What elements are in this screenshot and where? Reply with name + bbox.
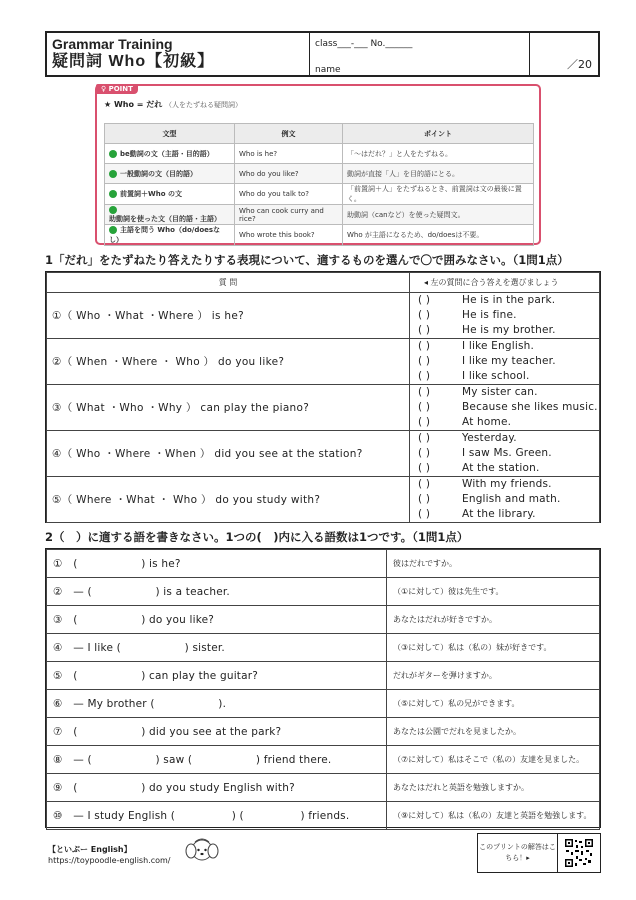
answer-text: He is fine. (462, 309, 517, 321)
fill-in-row (47, 634, 600, 662)
answer-text: I like English. (462, 340, 535, 352)
answer-link-text[interactable]: このプリントの解答はこちら！▸ (478, 834, 558, 872)
answer-text: My sister can. (462, 386, 538, 398)
column-header: 文型 (105, 124, 235, 144)
point-cell: 「前置詞＋人」をたずねるとき、前置詞は文の最後に置く。 (343, 184, 534, 205)
section1-table (45, 271, 601, 523)
japanese-translation: （⑤に対して）私の兄ができます。 (387, 690, 600, 718)
point-heading-sub: （人をたずねる疑問詞） (165, 101, 243, 109)
answer-option[interactable] (418, 400, 599, 415)
answer-paren: ( ) (418, 416, 431, 428)
point-heading-text: ★ Who = だれ (104, 100, 163, 109)
title-block (47, 33, 310, 75)
pattern-cell (105, 144, 235, 164)
answer-option[interactable] (418, 431, 599, 446)
fill-in-sentence[interactable]: ⑧ — ( ) saw ( ) friend there. (47, 746, 387, 774)
answer-column-header: ◂ 左の質問に合う答えを選びましょう (410, 273, 600, 293)
answer-link-box[interactable] (477, 833, 601, 873)
answer-option[interactable] (418, 477, 599, 492)
question-text[interactable]: ④（ Who ・Where ・When ） did you see at the station? (47, 431, 410, 477)
point-tag (96, 84, 138, 94)
answer-text: He is in the park. (462, 294, 556, 306)
answer-text: With my friends. (462, 478, 552, 490)
point-cell: 助動詞（canなど）を使った疑問文。 (343, 205, 534, 225)
answer-option[interactable] (418, 308, 599, 323)
question-row (47, 293, 600, 339)
header (45, 31, 600, 77)
class-number-label: class___-___ No.______ (315, 39, 413, 49)
answer-text: At home. (462, 416, 512, 428)
example-cell: Who do you talk to? (235, 184, 343, 205)
answer-option[interactable] (418, 354, 599, 369)
point-cell: 「〜はだれ？」と人をたずねる。 (343, 144, 534, 164)
answer-paren: ( ) (418, 294, 431, 306)
pattern-text: 一般動詞の文（目的語） (120, 169, 197, 178)
answer-text: At the library. (462, 508, 536, 520)
pattern-text: 主語を問う Who（do/doesなし） (109, 226, 221, 244)
answer-paren: ( ) (418, 386, 431, 398)
answer-paren: ( ) (418, 355, 431, 367)
fill-in-sentence[interactable]: ② — ( ) is a teacher. (47, 578, 387, 606)
answer-option[interactable] (418, 339, 599, 354)
fill-in-sentence[interactable]: ⑤ ( ) can play the guitar? (47, 662, 387, 690)
japanese-translation: （①に対して）彼は先生です。 (387, 578, 600, 606)
fill-in-sentence[interactable]: ③ ( ) do you like? (47, 606, 387, 634)
japanese-translation: 彼はだれですか。 (387, 550, 600, 578)
point-cell: 動詞が直接「人」を目的語にとる。 (343, 164, 534, 184)
japanese-translation: あなたはだれが好きですか。 (387, 606, 600, 634)
table-row (105, 205, 534, 225)
section2-table (45, 548, 601, 828)
answer-option[interactable] (418, 293, 599, 308)
answer-paren: ( ) (418, 478, 431, 490)
title-japanese: 疑問詞 Who【初級】 (52, 53, 215, 70)
green-dot-icon (109, 150, 117, 158)
answer-option[interactable] (418, 369, 599, 384)
green-dot-icon (109, 206, 117, 214)
question-column-header: 質 問 (47, 273, 410, 293)
answer-paren: ( ) (418, 309, 431, 321)
table-row (105, 164, 534, 184)
fill-in-row (47, 606, 600, 634)
answer-choices (410, 339, 600, 385)
score-box (530, 33, 598, 75)
question-row (47, 339, 600, 385)
fill-in-row (47, 718, 600, 746)
column-header: 例文 (235, 124, 343, 144)
japanese-translation: （⑦に対して）私はそこで（私の）友達を見ました。 (387, 746, 600, 774)
answer-paren: ( ) (418, 462, 431, 474)
answer-option[interactable] (418, 446, 599, 461)
pattern-text: 前置詞＋Who の文 (120, 190, 182, 198)
column-header: ポイント (343, 124, 534, 144)
answer-paren: ( ) (418, 324, 431, 336)
answer-text: I like school. (462, 370, 530, 382)
pattern-text: be動詞の文（主語・目的語） (120, 149, 214, 158)
green-dot-icon (109, 226, 117, 234)
japanese-translation: （⑨に対して）私は（私の）友達と英語を勉強します。 (387, 802, 600, 830)
answer-text: English and math. (462, 493, 561, 505)
poodle-mascot-icon (183, 836, 221, 864)
answer-option[interactable] (418, 507, 599, 522)
fill-in-row (47, 774, 600, 802)
table-row (105, 225, 534, 246)
example-cell: Who is he? (235, 144, 343, 164)
answer-choices (410, 477, 600, 523)
fill-in-sentence[interactable]: ⑦ ( ) did you see at the park? (47, 718, 387, 746)
section2-title: 2（ ）に適する語を書きなさい。1つの( )内に入る語数は1つです。（1問1点） (45, 530, 469, 544)
pattern-text: 助動詞を使った文（目的語・主語） (109, 214, 221, 223)
answer-paren: ( ) (418, 401, 431, 413)
answer-paren: ( ) (418, 370, 431, 382)
example-cell: Who do you like? (235, 164, 343, 184)
point-tag-label: POINT (108, 85, 133, 93)
japanese-translation: あなたはだれと英語を勉強しますか。 (387, 774, 600, 802)
point-cell: Who が主語になるため、do/doesは不要。 (343, 225, 534, 246)
fill-in-row (47, 690, 600, 718)
point-box (95, 84, 541, 245)
answer-text: At the station. (462, 462, 540, 474)
answer-text: Because she likes music. (462, 401, 598, 413)
question-text[interactable]: ①（ Who ・What ・Where ） is he? (47, 293, 410, 339)
question-row (47, 477, 600, 523)
question-text[interactable]: ③（ What ・Who ・Why ） can play the piano? (47, 385, 410, 431)
answer-option[interactable] (418, 385, 599, 400)
question-row (47, 385, 600, 431)
green-dot-icon (109, 170, 117, 178)
grammar-table (104, 123, 534, 246)
answer-text: I saw Ms. Green. (462, 447, 552, 459)
fill-in-row (47, 550, 600, 578)
qr-code-icon[interactable] (558, 834, 600, 872)
pattern-cell (105, 225, 235, 246)
fill-in-sentence[interactable]: ① ( ) is he? (47, 550, 387, 578)
fill-in-sentence[interactable]: ④ — I like ( ) sister. (47, 634, 387, 662)
answer-paren: ( ) (418, 340, 431, 352)
answer-option[interactable] (418, 323, 599, 338)
answer-choices (410, 431, 600, 477)
fill-in-sentence[interactable]: ⑩ — I study English ( ) ( ) friends. (47, 802, 387, 830)
answer-text: Yesterday. (462, 432, 517, 444)
example-cell: Who wrote this book? (235, 225, 343, 246)
table-row (105, 184, 534, 205)
question-row (47, 431, 600, 477)
answer-choices (410, 293, 600, 339)
green-dot-icon (109, 190, 117, 198)
fill-in-row (47, 802, 600, 830)
answer-option[interactable] (418, 492, 599, 507)
answer-option[interactable] (418, 415, 599, 430)
answer-option[interactable] (418, 461, 599, 476)
class-name-block (310, 33, 530, 75)
fill-in-row (47, 578, 600, 606)
lightbulb-icon: ♀ (101, 85, 107, 93)
answer-text: He is my brother. (462, 324, 556, 336)
point-heading (104, 99, 242, 110)
answer-paren: ( ) (418, 447, 431, 459)
fill-in-row (47, 662, 600, 690)
answer-choices (410, 385, 600, 431)
section1-title: 1「だれ」をたずねたり答えたりする表現について、適するものを選んで〇で囲みなさい。（1問1点） (45, 253, 569, 267)
table-row (105, 144, 534, 164)
japanese-translation: だれがギターを弾けますか。 (387, 662, 600, 690)
fill-in-sentence[interactable]: ⑥ — My brother ( ). (47, 690, 387, 718)
question-text[interactable]: ⑤（ Where ・What ・ Who ） do you study with? (47, 477, 410, 523)
answer-paren: ( ) (418, 432, 431, 444)
answer-paren: ( ) (418, 493, 431, 505)
question-text[interactable]: ②（ When ・Where ・ Who ） do you like? (47, 339, 410, 385)
name-label: name (315, 65, 341, 75)
title-english: Grammar Training (52, 36, 173, 52)
brand-name: 【といぷー English】 (48, 845, 132, 854)
score-total: ／20 (567, 58, 592, 71)
japanese-translation: （③に対して）私は（私の）妹が好きです。 (387, 634, 600, 662)
fill-in-row (47, 746, 600, 774)
answer-paren: ( ) (418, 508, 431, 520)
fill-in-sentence[interactable]: ⑨ ( ) do you study English with? (47, 774, 387, 802)
japanese-translation: あなたは公園でだれを見ましたか。 (387, 718, 600, 746)
pattern-cell (105, 184, 235, 205)
pattern-cell (105, 205, 235, 225)
example-cell: Who can cook curry and rice? (235, 205, 343, 225)
pattern-cell (105, 164, 235, 184)
site-url[interactable]: https://toypoodle-english.com/ (48, 856, 171, 865)
answer-text: I like my teacher. (462, 355, 556, 367)
